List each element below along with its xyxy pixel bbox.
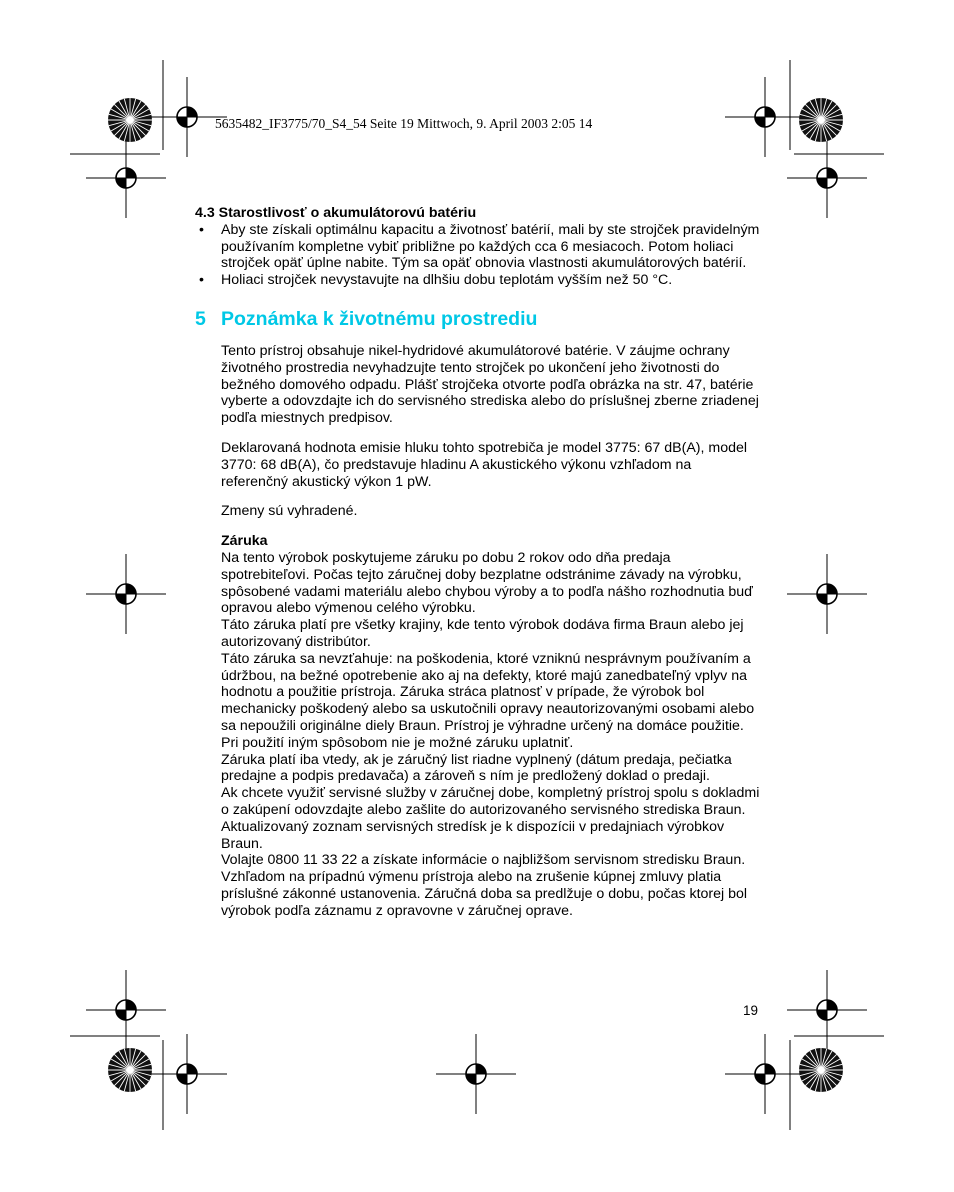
battery-care-list — [195, 222, 760, 289]
section-5-title — [195, 308, 760, 330]
warranty-paragraph: Na tento výrobok poskytujeme záruku po dobu 2 rokov odo dňa predaja spotrebiteľovi. Počas tejto záručnej doby bezplatne odstránime závady na výrobku, spôsobené vadami materiálu alebo chybou výroby a to podľa nášho rozhodnutia buď opravou alebo výmenou celého výrobku. — [221, 549, 753, 617]
section-4-3-heading: 4.3 Starostlivosť o akumulátorovú batériu — [195, 205, 477, 221]
warranty-paragraph: Vzhľadom na prípadnú výmenu prístroja alebo na zrušenie kúpnej zmluvy platia príslušné zákonné ustanovenia. Záručná doba sa predlžuje o dobu, počas ktorej bol výrobok podľa záznamu z opravovne v záručnej oprave. — [221, 869, 748, 919]
list-item — [195, 222, 760, 272]
bullet-symbol: • — [199, 272, 204, 289]
changes-reserved-note: Zmeny sú vyhradené. — [221, 503, 358, 520]
list-item — [195, 272, 760, 289]
page-number: 19 — [743, 1003, 759, 1018]
warranty-phone-paragraph: Volajte 0800 11 33 22 a získate informácie o najbližšom servisnom stredisku Braun. — [221, 852, 746, 869]
warranty-paragraph: Táto záruka platí pre všetky krajiny, kde tento výrobok dodáva firma Braun alebo jej autorizovaný distribútor. — [221, 617, 744, 650]
bullet-symbol: • — [199, 221, 204, 238]
noise-emission-paragraph: Deklarovaná hodnota emisie hluku tohto spotrebiča je model 3775: 67 dB(A), model 3770: 68 dB(A), čo predstavuje hladinu A akustického výkonu vzhľadom na referenčný akustický výkon 1 pW. — [221, 439, 748, 490]
warranty-paragraph: Ak chcete využiť servisné služby v záručnej dobe, kompletný prístroj spolu s dokladmi o zakúpení odovzdajte alebo zašlite do autorizovaného servisného strediska Braun. Aktualizovaný zoznam servisných stredísk je k dispozícii v predajniach výrobkov Braun. — [221, 785, 760, 852]
warranty-heading: Záruka — [221, 533, 268, 550]
list-item-text: Holiaci strojček nevystavujte na dlhšiu dobu teplotám vyšším než 50 °C. — [221, 272, 673, 289]
environment-paragraph: Tento prístroj obsahuje nikel-hydridové akumulátorové batérie. V záujme ochrany životného prostredia nevyhadzujte tento strojček po ukončení jeho životnosti do bežného domového odpadu. Plášť strojčeka otvorte podľa obrázka na str. 47, batérie vyberte a odovzdajte ich do servisného strediska alebo do príslušnej zberne zriadenej podľa miestnych predpisov. — [221, 342, 759, 427]
list-item-text: Aby ste získali optimálnu kapacitu a životnosť batérií, mali by ste strojček pravidelným používaním kompletne vybiť približne po každých cca 6 mesiacoch. Potom holiaci strojček opäť úplne nabite. Tým sa opäť obnovia vlastnosti akumulátorových batérií. — [221, 221, 760, 272]
warranty-paragraph: Záruka platí iba vtedy, ak je záručný list riadne vyplnený (dátum predaja, pečiatka predajne a podpis predavača) a zároveň s ním je predložený doklad o predaji. — [221, 751, 732, 785]
warranty-paragraph: Táto záruka sa nevzťahuje: na poškodenia, ktoré vzniknú nesprávnym používaním a údržbou, na bežné opotrebenie ako aj na defekty, ktoré majú zanedbateľný vplyv na hodnotu a použitie prístroja. Záruka stráca platnosť v prípade, že výrobok bol mechanicky poškodený alebo sa uskutočnili opravy neautorizovanými osobami alebo sa nepoužili originálne diely Braun. Prístroj je výhradne určený na domáce použitie. Pri použití iným spôsobom nie je možné záruku uplatniť. — [221, 650, 755, 751]
environment-text — [195, 343, 760, 920]
section-number: 5 — [195, 307, 206, 330]
print-slug-line: 5635482_IF3775/70_S4_54 Seite 19 Mittwoch, 9. April 2003 2:05 14 — [215, 116, 593, 131]
page-content — [195, 205, 760, 919]
section-title-text: Poznámka k životnému prostrediu — [221, 307, 538, 330]
